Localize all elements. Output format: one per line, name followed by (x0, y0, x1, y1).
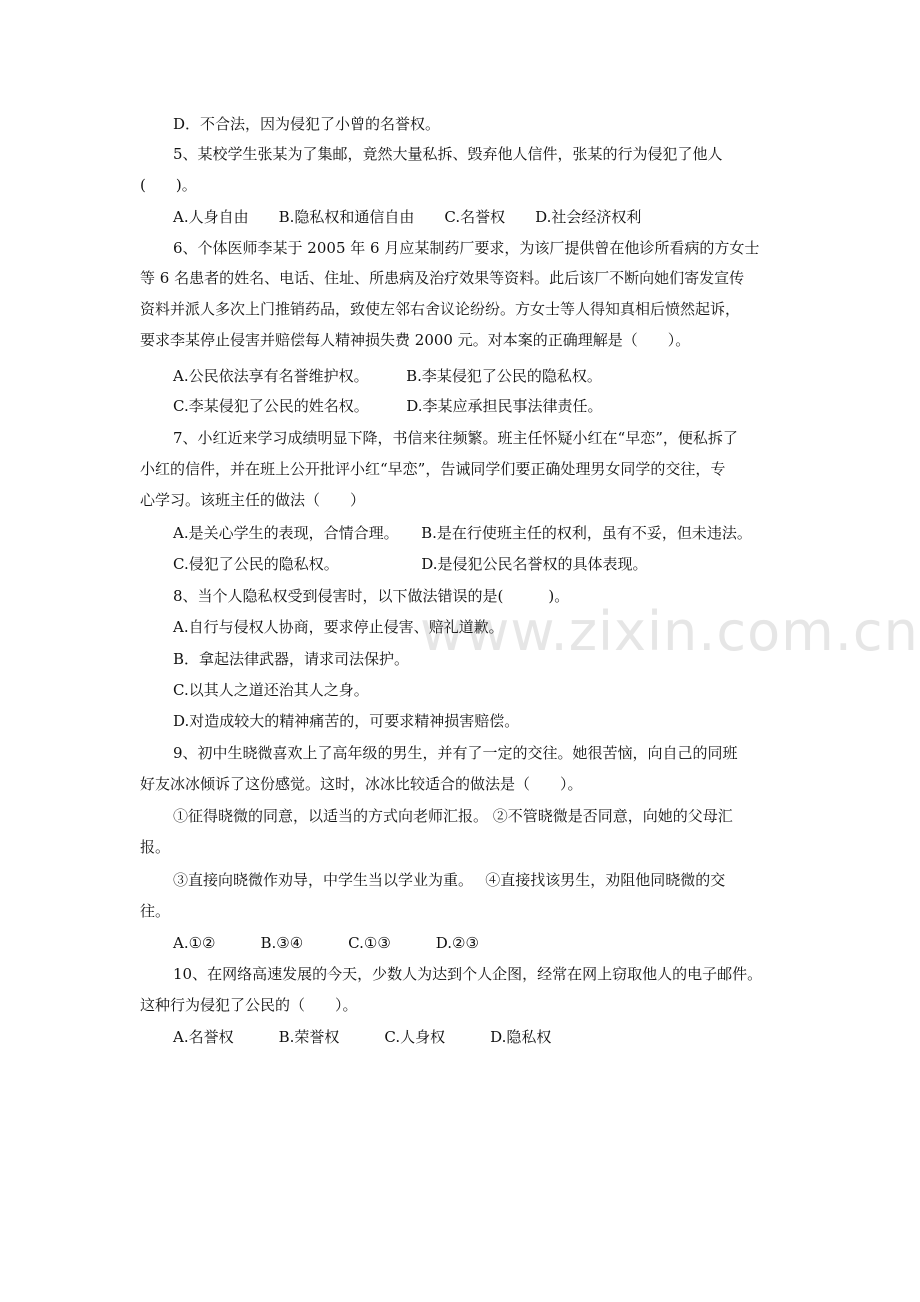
q6-stem-line2: 等 6 名患者的姓名、电话、住址、所患病及治疗效果等资料。此后该厂不断向她们寄发宣传 (140, 269, 745, 287)
q9-stem-line1: 9、初中生晓微喜欢上了高年级的男生，并有了一定的交往。她很苦恼，向自己的同班 (173, 744, 738, 762)
q6-options-cd: C.李某侵犯了公民的姓名权。 D.李某应承担民事法律责任。 (173, 397, 603, 415)
q9-choices-34: ③直接向晓微作劝导，中学生当以学业为重。 ④直接找该男生，劝阻他同晓微的交 (173, 871, 726, 889)
q4-option-d: D．不合法，因为侵犯了小曾的名誉权。 (173, 115, 441, 133)
q6-stem-line1: 6、个体医师李某于 2005 年 6 月应某制药厂要求，为该厂提供曾在他诊所看病的方女士 (173, 239, 760, 257)
q8-option-d: D.对造成较大的精神痛苦的，可要求精神损害赔偿。 (173, 712, 520, 730)
q10-stem-line1: 10、在网络高速发展的今天，少数人为达到个人企图，经常在网上窃取他人的电子邮件。 (173, 965, 763, 983)
q6-stem-line4: 要求李某停止侵害并赔偿每人精神损失费 2000 元。对本案的正确理解是（ ）。 (140, 331, 691, 349)
q9-choices-12: ①征得晓微的同意，以适当的方式向老师汇报。 ②不管晓微是否同意，向她的父母汇 (173, 807, 733, 825)
q8-option-c: C.以其人之道还治其人之身。 (173, 681, 369, 699)
q6-stem-line3: 资料并派人多次上门推销药品，致使左邻右舍议论纷纷。方女士等人得知真相后愤然起诉， (140, 300, 741, 318)
q7-stem-line2: 小红的信件，并在班上公开批评小红“早恋”，告诫同学们要正确处理男女同学的交往，专 (140, 460, 726, 478)
q10-options: A.名誉权 B.荣誉权 C.人身权 D.隐私权 (173, 1028, 552, 1046)
q7-options-cd: C.侵犯了公民的隐私权。 D.是侵犯公民名誉权的具体表现。 (173, 555, 648, 573)
q9-stem-line2: 好友冰冰倾诉了这份感觉。这时，冰冰比较适合的做法是（ ）。 (140, 775, 583, 793)
q5-options: A.人身自由 B.隐私权和通信自由 C.名誉权 D.社会经济权利 (173, 208, 642, 226)
q8-option-b: B．拿起法律武器，请求司法保护。 (173, 650, 410, 668)
q9-options: A.①② B.③④ C.①③ D.②③ (173, 934, 479, 952)
q8-stem: 8、当个人隐私权受到侵害时，以下做法错误的是( )。 (173, 587, 570, 605)
q5-stem-line2: ( )。 (140, 176, 197, 194)
watermark: www.zixin.com.cn (420, 600, 919, 663)
q7-stem-line3: 心学习。该班主任的做法（ ） (140, 491, 366, 509)
q5-stem-line1: 5、某校学生张某为了集邮，竟然大量私拆、毁弃他人信件，张某的行为侵犯了他人 (173, 145, 723, 163)
q9-choices-12-cont: 报。 (140, 838, 171, 856)
q9-choices-34-cont: 往。 (140, 902, 171, 920)
q8-option-a: A.自行与侵权人协商，要求停止侵害、赔礼道歉。 (173, 618, 504, 636)
q7-stem-line1: 7、小红近来学习成绩明显下降，书信来往频繁。班主任怀疑小红在“早恋”，便私拆了 (173, 429, 738, 447)
q6-options-ab: A.公民依法享有名誉维护权。 B.李某侵犯了公民的隐私权。 (173, 367, 602, 385)
q7-options-ab: A.是关心学生的表现，合情合理。 B.是在行使班主任的权利，虽有不妥，但未违法。 (173, 524, 752, 542)
q10-stem-line2: 这种行为侵犯了公民的（ ）。 (140, 996, 358, 1014)
